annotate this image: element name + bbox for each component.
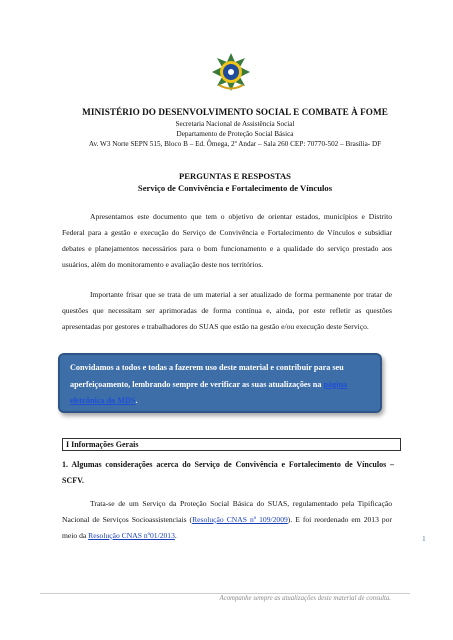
title-line-1: PERGUNTAS E RESPOSTAS	[179, 171, 291, 181]
question-1: 1. Algumas considerações acerca do Serviço de Convivência e Fortalecimento de Vínculos – SCFV.	[62, 460, 394, 485]
resolucao-01-link[interactable]: Resolução CNAS nº01/2013	[88, 531, 175, 540]
intro-paragraph-2: Importante frisar que se trata de um material a ser atualizado de forma permanente por tratar de questões que necessitam ser aprimoradas de forma contínua e, ainda, por este refletir as questões apresentadas por gestores e trabalhadores do SUAS que estão na gestão e/ou execução deste Serviço.	[62, 290, 392, 331]
document-title	[40, 170, 430, 194]
resolucao-109-link[interactable]: Resolução CNAS nº 109/2009	[192, 515, 288, 524]
section-heading: I Informações Gerais	[62, 438, 401, 451]
title-line-2: Serviço de Convivência e Fortalecimento de Vínculos	[137, 183, 333, 193]
answer-1-text-a: Trata-se de um Serviço da Proteção Social Básica do SUAS, regulamentado pela Tipificação Nacional de Serviços Socioassistenciais (	[62, 499, 392, 524]
callout-text: Convidamos a todos e todas a fazerem uso deste material e contribuir para seu aperfeiçoamento, lembrando sempre de verificar as suas atualizações na	[70, 363, 344, 389]
address-line: Av. W3 Norte SEPN 515, Bloco B – Ed. Ômega, 2º Andar – Sala 260 CEP: 70770-502 – Brasília- DF	[88, 140, 382, 148]
secretaria-line: Secretaria Nacional de Assistência Social	[175, 120, 295, 128]
footer-divider	[40, 593, 410, 594]
answer-1	[62, 496, 392, 544]
answer-1-text-c: .	[174, 531, 177, 540]
institution-info	[40, 119, 430, 149]
invitation-callout	[58, 353, 382, 413]
coat-of-arms-icon	[211, 52, 251, 92]
intro-paragraph-1: Apresentamos este documento que tem o objetivo de orientar estados, municípios e Distrito Federal para a gestão e execução do Serviço de Convivência e Fortalecimento de Vínculos e subsidiar debates e planejamentos necessários para o bom funcionamento e a qualidade do serviço prestado aos usuários, além do monitoramento e avaliação deste nos territórios.	[62, 212, 392, 269]
ministry-name: MINISTÉRIO DO DESENVOLVIMENTO SOCIAL E COMBATE À FOME	[82, 107, 388, 117]
departamento-line: Departamento de Proteção Social Básica	[176, 130, 294, 138]
footer-note: Acompanhe sempre as atualizações deste material de consulta.	[219, 595, 391, 602]
answer-1-text-b: ). E foi reordenado em 2013 por meio da	[62, 515, 392, 540]
mds-website-link[interactable]: página eletrônica do MDS	[70, 379, 348, 405]
page-number: 1	[422, 534, 426, 543]
callout-end: .	[135, 396, 138, 405]
